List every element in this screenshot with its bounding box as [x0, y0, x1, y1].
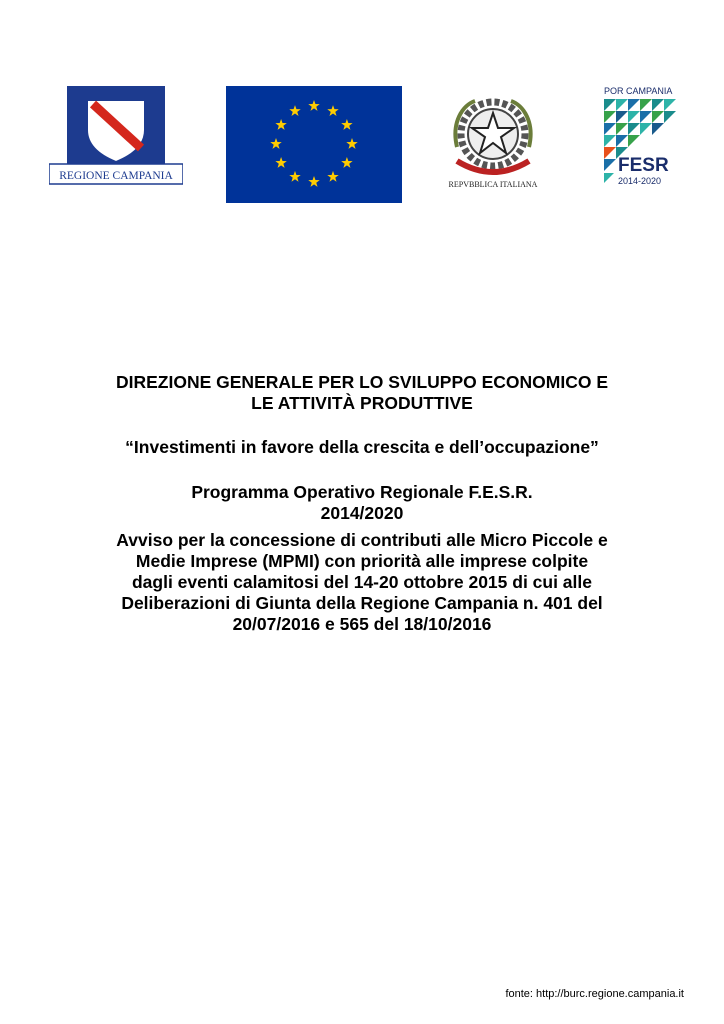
fesr-name: FESR [618, 155, 669, 176]
avviso-line: dagli eventi calamitosi del 14-20 ottobre 2015 di cui alle [131, 572, 593, 592]
source-footer: fonte: http://burc.regione.campania.it [505, 988, 684, 1000]
repubblica-text: REPVBBLICA ITALIANA [448, 180, 538, 189]
heading-line: DIREZIONE GENERALE PER LO SVILUPPO ECONOMICO E [116, 372, 608, 392]
por-title: POR CAMPANIA [604, 86, 673, 96]
avviso-line: Medie Imprese (MPMI) con priorità alle imprese colpite [135, 551, 589, 571]
heading-line: LE ATTIVITÀ PRODUTTIVE [251, 393, 473, 413]
avviso-description [70, 530, 654, 635]
subtitle-text: “Investimenti in favore della crescita e dell’occupazione” [125, 437, 599, 457]
italian-emblem-icon [443, 87, 543, 193]
avviso-line: Avviso per la concessione di contributi alle Micro Piccole e [116, 530, 608, 550]
avviso-line: 20/07/2016 e 565 del 18/10/2016 [232, 614, 492, 634]
avviso-line: Deliberazioni di Giunta della Regione Campania n. 401 del [121, 593, 603, 613]
por-fesr-logo [604, 85, 676, 193]
document-heading [70, 372, 654, 414]
fesr-period: 2014-2020 [618, 176, 662, 186]
regione-campania-text: REGIONE CAMPANIA [59, 170, 173, 182]
programma-title [70, 482, 654, 524]
eu-flag-icon [226, 86, 402, 203]
document-subtitle [70, 437, 654, 458]
programma-line: Programma Operativo Regionale F.E.S.R. [191, 482, 533, 502]
programma-line: 2014/2020 [320, 503, 404, 523]
regione-campania-logo [49, 86, 183, 192]
